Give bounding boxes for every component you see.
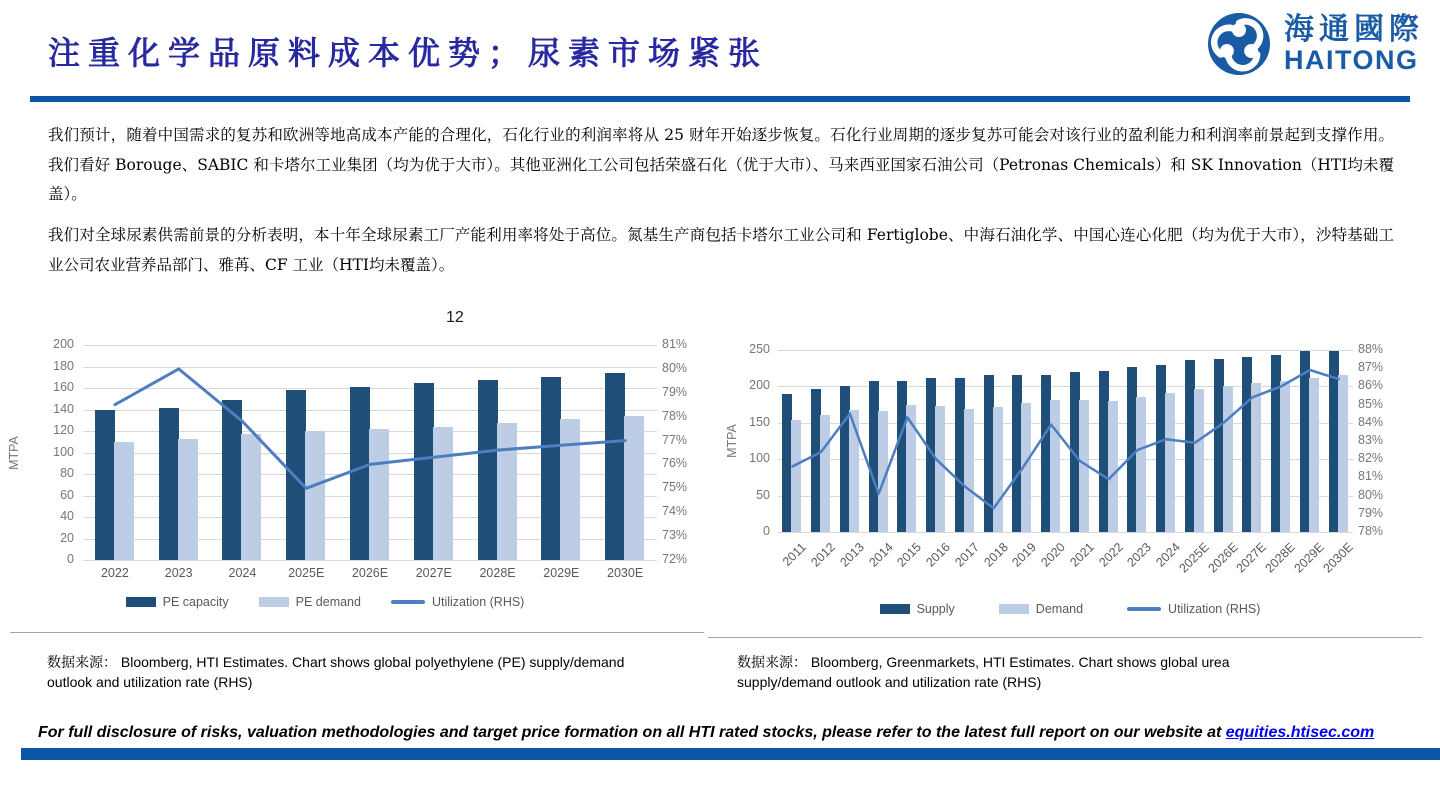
legend-line-swatch <box>391 600 425 604</box>
chart1-bottom-border <box>10 632 704 633</box>
x-axis-tick-label: 2027E <box>415 566 452 580</box>
y-axis-title: MTPA <box>7 435 21 470</box>
grid-line <box>778 532 1353 533</box>
right-axis-tick-label: 76% <box>662 456 688 471</box>
left-axis-tick-label: 250 <box>749 342 770 356</box>
x-axis-tick-label: 2018 <box>980 540 1011 570</box>
right-axis-tick-label: 81% <box>1358 469 1384 484</box>
x-axis-tick-label: 2019 <box>1009 540 1040 570</box>
grid-line <box>83 388 657 389</box>
x-axis-tick-label: 2016 <box>923 540 954 570</box>
right-axis-tick-label: 77% <box>662 432 688 447</box>
x-axis-tick-label: 2030E <box>1320 540 1356 576</box>
x-axis-tick-label: 2025E <box>288 566 325 580</box>
legend-bar-swatch <box>880 604 910 614</box>
legend-item <box>880 602 955 616</box>
x-axis-tick-label: 2012 <box>808 540 839 570</box>
bar-demand <box>1165 393 1175 532</box>
right-axis-tick-label: 81% <box>662 337 688 351</box>
footer-divider <box>21 748 1440 760</box>
bar-pe-demand <box>178 439 198 560</box>
bar-demand <box>1309 378 1319 532</box>
x-axis-tick-label: 2028E <box>479 566 516 580</box>
left-axis-tick-label: 0 <box>67 552 74 566</box>
right-axis-tick-label: 88% <box>1358 342 1384 356</box>
source-label: 数据来源： <box>47 655 117 671</box>
grid-line <box>778 350 1353 351</box>
y-axis-title: MTPA <box>725 424 739 458</box>
x-axis-tick-label: 2023 <box>164 566 193 580</box>
left-axis-tick-label: 80 <box>60 466 74 480</box>
bar-pe-capacity <box>478 380 498 560</box>
page-title: 注重化学品原料成本优势；尿素市场紧张 <box>48 34 769 72</box>
left-axis-tick-label: 200 <box>53 337 74 351</box>
left-axis-tick-label: 60 <box>60 487 74 502</box>
legend-label: Utilization (RHS) <box>431 595 525 609</box>
bar-demand <box>1108 401 1118 532</box>
left-axis-tick-label: 120 <box>53 423 74 437</box>
bar-pe-demand <box>305 431 325 560</box>
right-axis-tick-label: 87% <box>1358 360 1384 375</box>
bar-pe-demand <box>497 423 517 560</box>
chart-legend <box>700 602 1440 616</box>
chart1-source-note <box>47 653 652 692</box>
bar-demand <box>1251 383 1261 532</box>
legend-item <box>1127 602 1260 616</box>
x-axis-tick-label: 2030E <box>607 566 644 580</box>
bar-pe-capacity <box>414 383 434 560</box>
disclaimer-text: For full disclosure of risks, valuation methodologies and target price formation on all HTI rated stocks, please refer to the latest full report on our website at <box>38 724 1226 741</box>
bar-demand <box>1079 400 1089 532</box>
bar-demand <box>964 409 974 532</box>
bar-pe-demand <box>241 434 261 560</box>
right-axis-tick-label: 75% <box>662 480 688 495</box>
grid-line <box>83 367 657 368</box>
x-axis-tick-label: 2026E <box>1205 540 1241 576</box>
x-axis-tick-label: 2020 <box>1038 540 1069 570</box>
legend-bar-swatch <box>999 604 1029 614</box>
bar-pe-demand <box>369 429 389 560</box>
right-axis-tick-label: 85% <box>1358 396 1384 411</box>
left-axis-tick-label: 100 <box>53 444 74 459</box>
left-axis-tick-label: 140 <box>53 401 74 416</box>
legend-label: PE capacity <box>162 595 229 609</box>
x-axis-tick-label: 2011 <box>780 540 810 569</box>
right-axis-tick-label: 84% <box>1358 414 1384 429</box>
x-axis-tick-label: 2015 <box>894 540 925 570</box>
chart-legend <box>0 595 675 609</box>
bar-demand <box>1338 375 1348 532</box>
bar-demand <box>906 405 916 532</box>
disclaimer <box>38 724 1434 742</box>
logo-name-en: HAITONG <box>1284 44 1419 75</box>
left-axis-tick-label: 200 <box>749 378 770 393</box>
bar-pe-capacity <box>159 408 179 560</box>
legend-item <box>391 595 524 609</box>
bar-pe-demand <box>560 419 580 560</box>
right-axis-tick-label: 82% <box>1358 451 1384 466</box>
haitong-logo-text <box>1284 11 1424 75</box>
haitong-logo <box>1206 11 1424 77</box>
grid-line <box>778 459 1353 460</box>
x-axis-tick-label: 2024 <box>228 566 257 580</box>
bar-pe-capacity <box>95 410 115 561</box>
legend-item <box>999 602 1083 616</box>
bar-pe-capacity <box>605 373 625 560</box>
x-axis-tick-label: 2022 <box>1095 540 1126 570</box>
right-axis-tick-label: 72% <box>662 552 688 566</box>
x-axis-tick-label: 2024 <box>1153 540 1184 570</box>
grid-line <box>778 496 1353 497</box>
x-axis-tick-label: 2017 <box>952 540 982 570</box>
left-axis-tick-label: 20 <box>60 530 74 545</box>
grid-line <box>83 560 657 561</box>
bar-pe-capacity <box>286 390 306 560</box>
right-axis-tick-label: 79% <box>1358 505 1384 520</box>
x-axis-tick-label: 2023 <box>1124 540 1155 570</box>
right-axis-tick-label: 78% <box>1358 524 1384 538</box>
source-text: Bloomberg, HTI Estimates. Chart shows global polyethylene (PE) supply/demand outlook and utilization rate (RHS) <box>47 654 625 690</box>
chart2-source-note <box>737 653 1252 692</box>
grid-line <box>778 423 1353 424</box>
grid-line <box>83 345 657 346</box>
left-axis-tick-label: 40 <box>60 509 74 523</box>
left-axis-tick-label: 160 <box>53 380 74 394</box>
header-divider <box>30 96 1410 102</box>
bar-demand <box>1050 400 1060 532</box>
x-axis-tick-label: 2028E <box>1262 540 1299 576</box>
right-axis-tick-label: 78% <box>662 408 688 423</box>
website-link[interactable]: equities.htisec.com <box>1225 724 1375 741</box>
source-text: Bloomberg, Greenmarkets, HTI Estimates. Chart shows global urea supply/demand outlook and utilization rate (RHS) <box>737 654 1230 690</box>
legend-bar-swatch <box>126 597 156 607</box>
bar-demand <box>820 415 830 532</box>
paragraph-urea: 我们对全球尿素供需前景的分析表明，本十年全球尿素工厂产能利用率将处于高位。氮基生产商包括卡塔尔工业公司和 Fertiglobe、中海石油化学、中国心连心化肥（均为优于大市），沙特基础工业公司农业营养品部门、雅苒、CF 工业（HTI均未覆盖）。 <box>48 226 1394 274</box>
chart1-clipped-title: 12 <box>446 309 464 326</box>
pe-supply-demand-chart <box>0 312 700 642</box>
right-axis-tick-label: 80% <box>662 360 688 375</box>
logo-name-cn: 海通國際 <box>1284 11 1424 47</box>
left-axis-tick-label: 50 <box>756 487 770 502</box>
paragraph-petrochemicals: 我们预计，随着中国需求的复苏和欧洲等地高成本产能的合理化，石化行业的利润率将从 25 财年开始逐步恢复。石化行业周期的逐步复苏可能会对该行业的盈利能力和利润率前景起到支撑作用。我们看好 Borouge、SABIC 和卡塔尔工业集团（均为优于大市）。其他亚洲化工公司包括荣盛石化（优于大市）、马来西亚国家石油公司（Petronas Chemicals）和 SK Innovation（HTI均未覆盖）。 <box>48 126 1394 203</box>
bar-pe-demand <box>114 442 134 560</box>
right-axis-tick-label: 79% <box>662 384 688 399</box>
bar-demand <box>1021 403 1031 532</box>
x-axis-tick-label: 2025E <box>1176 540 1212 576</box>
legend-bar-swatch <box>259 597 289 607</box>
source-label: 数据来源： <box>737 655 807 671</box>
right-axis-tick-label: 83% <box>1358 433 1384 447</box>
x-axis-tick-label: 2026E <box>351 566 389 580</box>
bar-demand <box>791 420 801 532</box>
legend-line-swatch <box>1127 607 1161 611</box>
x-axis-tick-label: 2029E <box>1291 540 1327 576</box>
bar-demand <box>849 410 859 532</box>
x-axis-tick-label: 2027E <box>1233 540 1270 576</box>
right-axis-tick-label: 73% <box>662 528 688 543</box>
right-axis-tick-label: 80% <box>1358 487 1384 502</box>
x-axis-tick-label: 2013 <box>837 540 867 570</box>
bar-pe-capacity <box>350 387 370 560</box>
x-axis-tick-label: 2022 <box>100 566 129 580</box>
urea-supply-demand-chart <box>700 312 1440 642</box>
left-axis-tick-label: 100 <box>749 451 770 466</box>
right-axis-tick-label: 74% <box>662 504 688 519</box>
legend-label: Supply <box>916 602 955 616</box>
bar-pe-capacity <box>222 400 242 560</box>
left-axis-tick-label: 180 <box>53 358 74 373</box>
bar-pe-demand <box>624 416 644 560</box>
x-axis-tick-label: 2014 <box>865 540 896 570</box>
bar-pe-demand <box>433 427 453 560</box>
x-axis-tick-label: 2029E <box>543 566 580 580</box>
chart2-bottom-border <box>708 637 1422 638</box>
legend-item <box>126 595 229 609</box>
bar-demand <box>1223 386 1233 532</box>
bar-demand <box>1280 381 1290 532</box>
bar-demand <box>1136 397 1146 532</box>
legend-label: Demand <box>1035 602 1084 616</box>
bar-demand <box>935 406 945 532</box>
left-axis-tick-label: 0 <box>763 524 770 538</box>
left-axis-tick-label: 150 <box>749 414 770 429</box>
x-axis-tick-label: 2021 <box>1067 540 1097 570</box>
bar-demand <box>1194 389 1204 532</box>
bar-demand <box>993 407 1003 532</box>
legend-label: Utilization (RHS) <box>1168 602 1261 616</box>
bar-demand <box>878 411 888 532</box>
right-axis-tick-label: 86% <box>1358 378 1384 393</box>
haitong-swirl-icon <box>1206 11 1272 77</box>
legend-label: PE demand <box>295 595 361 609</box>
legend-item <box>259 595 361 609</box>
bar-pe-capacity <box>541 377 561 560</box>
grid-line <box>778 386 1353 387</box>
